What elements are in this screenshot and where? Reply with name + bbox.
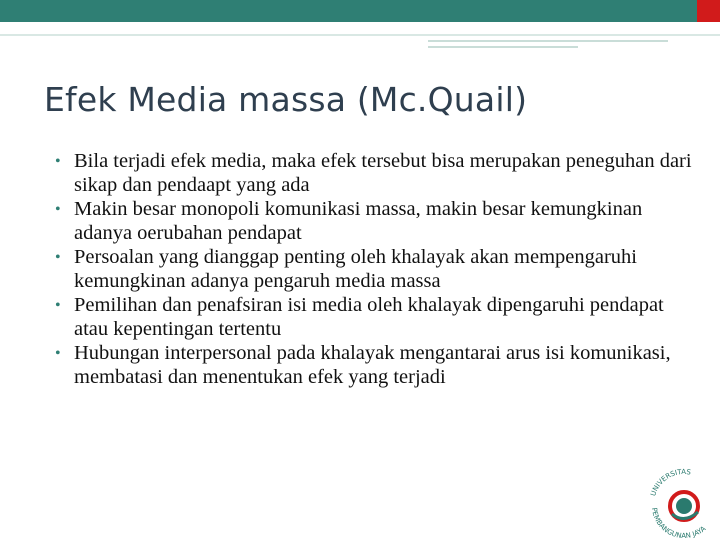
- bullet-item: • Makin besar monopoli komunikasi massa, makin besar kemungkinan adanya oerubahan pendapat: [52, 198, 692, 245]
- bullet-item: • Hubungan interpersonal pada khalayak mengantarai arus isi komunikasi, membatasi dan menentukan efek yang terjadi: [52, 342, 692, 389]
- header-rule: [0, 34, 720, 36]
- bullet-list: [52, 150, 692, 390]
- header-rule-short: [428, 40, 668, 42]
- bullet-item: • Bila terjadi efek media, maka efek tersebut bisa merupakan peneguhan dari sikap dan pendaapt yang ada: [52, 150, 692, 197]
- header-rule-shorter: [428, 46, 578, 48]
- header-band: [0, 0, 720, 22]
- university-logo-icon: [644, 462, 720, 540]
- slide-title: Efek Media massa (Mc.Quail): [44, 80, 528, 119]
- header-accent-block: [697, 0, 720, 22]
- bullet-item: • Persoalan yang dianggap penting oleh khalayak akan mempengaruhi kemungkinan adanya pengaruh media massa: [52, 246, 692, 293]
- bullet-item: • Pemilihan dan penafsiran isi media oleh khalayak dipengaruhi pendapat atau kepentingan tertentu: [52, 294, 692, 341]
- logo-arc-bottom-text: PEMBANGUNAN JAYA: [650, 507, 708, 540]
- logo-arc-top-text: UNIVERSITAS: [649, 467, 692, 498]
